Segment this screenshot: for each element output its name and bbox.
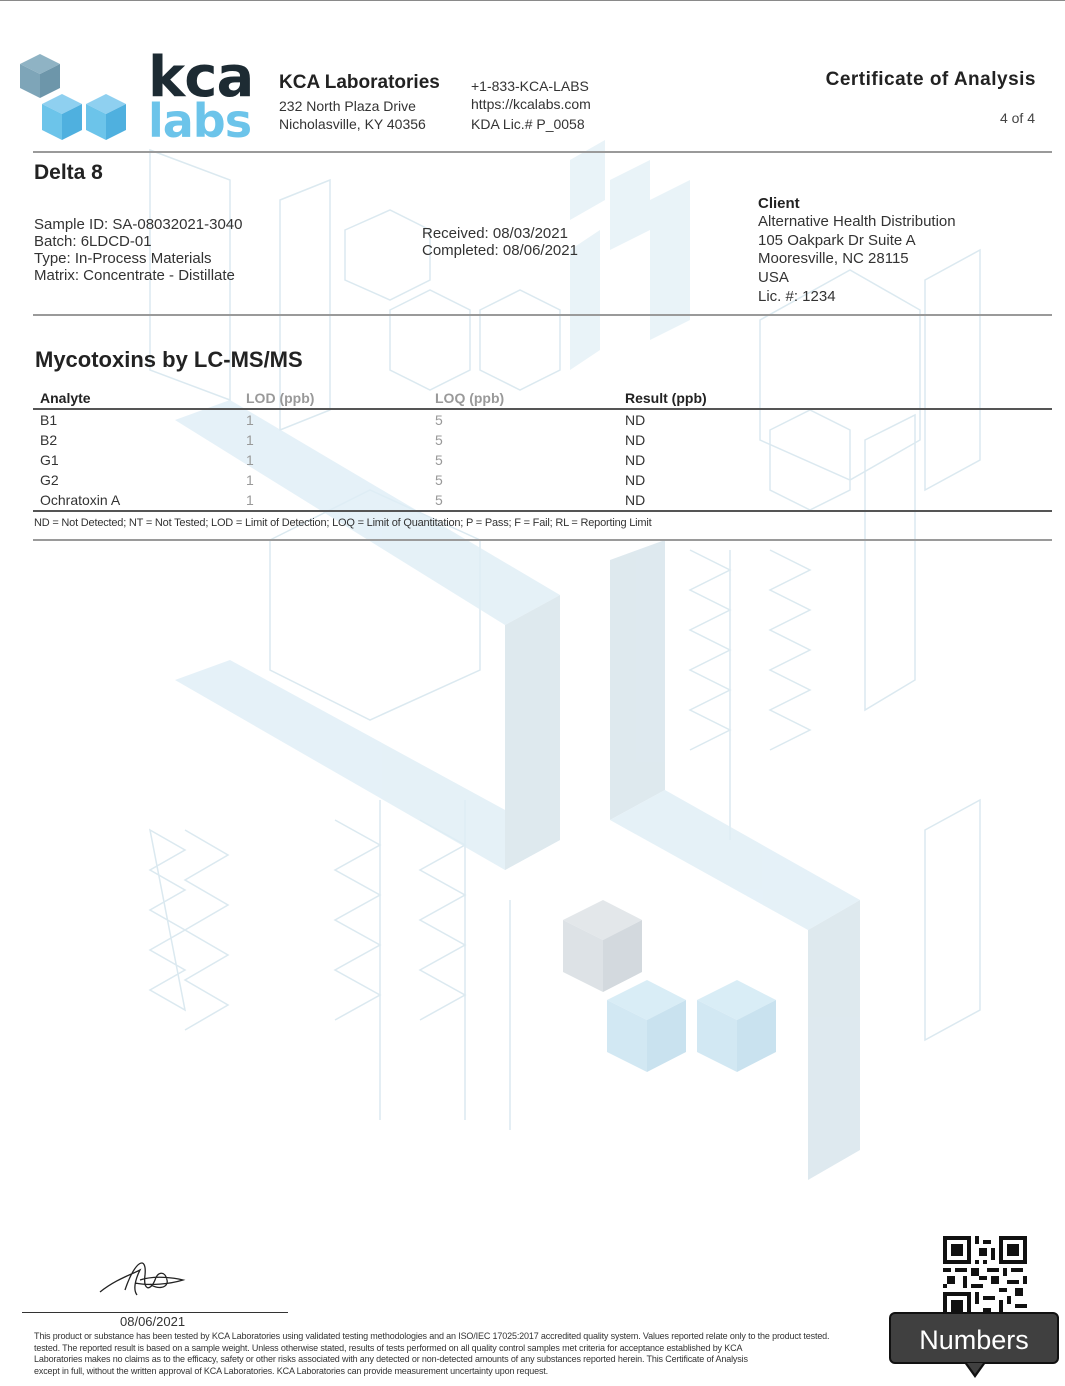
lab-address-line1: 232 North Plaza Drive — [279, 98, 416, 114]
client-heading: Client — [758, 195, 800, 212]
loq-cell: 5 — [435, 472, 443, 488]
header-divider — [33, 151, 1052, 153]
loq-cell: 5 — [435, 452, 443, 468]
signature-line — [22, 1312, 288, 1313]
analyte-cell: G1 — [40, 452, 59, 468]
lab-address-line2: Nicholasville, KY 40356 — [279, 116, 426, 132]
disclaimer-line: This product or substance has been tested by KCA Laboratories using validated testing methodologies and an ISO/IEC 17025:2017 accredited quality system. Values reported relate only to the product tested. — [34, 1331, 830, 1341]
client-name: Alternative Health Distribution — [758, 213, 956, 230]
client-address-line1: 105 Oakpark Dr Suite A — [758, 232, 916, 249]
result-cell: ND — [625, 412, 646, 428]
loq-cell: 5 — [435, 412, 443, 428]
lod-cell: 1 — [246, 472, 254, 488]
column-header-analyte: Analyte — [40, 390, 91, 406]
analyte-cell: Ochratoxin A — [40, 492, 121, 508]
disclaimer — [34, 1331, 1034, 1377]
abbreviations-legend: ND = Not Detected; NT = Not Tested; LOD = Limit of Detection; LOQ = Limit of Quantitation; P = Pass; F = Fail; RL = Reporting Limit — [34, 517, 652, 529]
lod-cell: 1 — [246, 412, 254, 428]
top-border — [0, 0, 1065, 1]
qr-code[interactable] — [943, 1236, 1027, 1320]
analyte-cell: B1 — [40, 412, 58, 428]
result-cell: ND — [625, 452, 646, 468]
info-divider — [33, 314, 1052, 316]
sample-matrix: Matrix: Concentrate - Distillate — [34, 267, 235, 284]
result-cell: ND — [625, 492, 646, 508]
disclaimer-line: tested. The reported result is based on a sample weight. Unless otherwise stated, results of tests performed on all quality control samples met criteria for acceptance established by KCA — [34, 1342, 743, 1353]
disclaimer-line: except in full, without the written approval of KCA Laboratories. KCA Laboratories can provide measurement uncertainty upon request. — [34, 1365, 549, 1376]
sample-name: Delta 8 — [34, 161, 103, 184]
client-address-line2: Mooresville, NC 28115 — [758, 250, 909, 267]
column-header-loq: LOQ (ppb) — [435, 390, 505, 406]
lab-name: KCA Laboratories — [279, 72, 440, 93]
loq-cell: 5 — [435, 492, 443, 508]
received-date: Received: 08/03/2021 — [422, 225, 568, 242]
loq-cell: 5 — [435, 432, 443, 448]
table-bottom-divider — [33, 510, 1052, 512]
lab-website[interactable]: https://kcalabs.com — [471, 96, 591, 112]
result-cell: ND — [625, 432, 646, 448]
sample-type: Type: In-Process Materials — [34, 250, 212, 267]
signature-date: 08/06/2021 — [120, 1314, 186, 1329]
page-number: 4 of 4 — [999, 110, 1035, 126]
lod-cell: 1 — [246, 492, 254, 508]
table-header-divider — [33, 408, 1052, 410]
logo-wordmark-kca: kca — [148, 45, 254, 110]
column-header-lod: LOD (ppb) — [246, 390, 315, 406]
lod-cell: 1 — [246, 452, 254, 468]
logo-wordmark-labs: labs — [148, 94, 252, 148]
result-cell: ND — [625, 472, 646, 488]
lod-cell: 1 — [246, 432, 254, 448]
column-header-result: Result (ppb) — [625, 390, 707, 406]
signature — [95, 1250, 190, 1305]
client-license: Lic. #: 1234 — [758, 288, 836, 305]
numbers-tooltip[interactable]: Numbers — [889, 1312, 1059, 1364]
sample-id: Sample ID: SA-08032021-3040 — [34, 216, 243, 233]
completed-date: Completed: 08/06/2021 — [422, 242, 578, 259]
analyte-cell: B2 — [40, 432, 58, 448]
document-title: Certificate of Analysis — [825, 69, 1036, 90]
section-title: Mycotoxins by LC-MS/MS — [35, 347, 303, 372]
tooltip-arrow-fill — [967, 1363, 983, 1374]
client-country: USA — [758, 269, 789, 286]
watermark-pattern — [0, 140, 1065, 1200]
sample-batch: Batch: 6LDCD-01 — [34, 233, 152, 250]
lab-phone: +1-833-KCA-LABS — [471, 78, 589, 94]
legend-divider — [33, 539, 1052, 541]
disclaimer-line: Laboratories makes no claims as to the efficacy, safety or other risks associated with any detected or non-detected amounts of any substances reported herein. This Certificate of Analysis — [34, 1354, 748, 1364]
lab-license: KDA Lic.# P_0058 — [471, 116, 585, 132]
analyte-cell: G2 — [40, 472, 59, 488]
